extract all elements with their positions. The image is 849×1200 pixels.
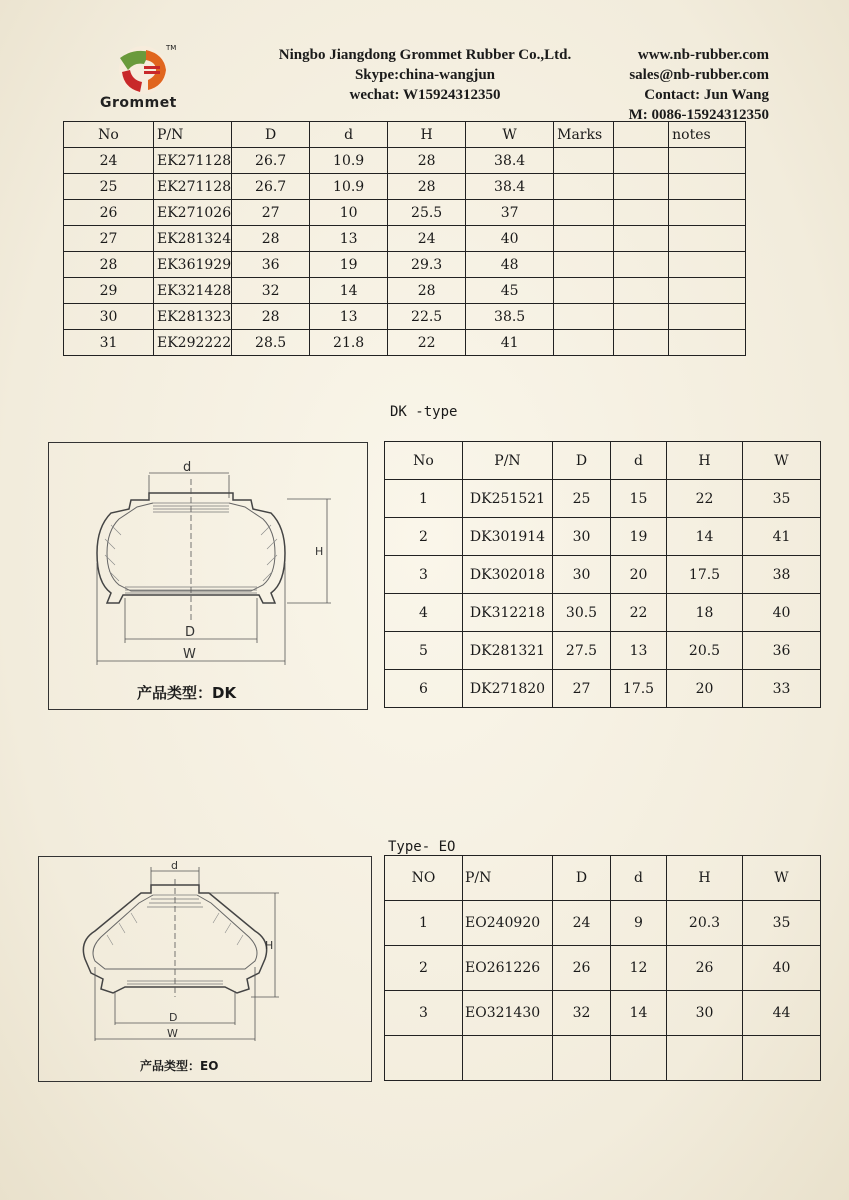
table-cell: 26.7 [232, 148, 310, 174]
table-cell: 13 [310, 226, 388, 252]
table-cell: EK271026 [154, 200, 232, 226]
table-cell: 24 [64, 148, 154, 174]
table-cell: 27 [232, 200, 310, 226]
table-cell: 32 [232, 278, 310, 304]
table-cell [669, 148, 746, 174]
table-row [385, 670, 821, 708]
header-cell: d [611, 442, 667, 480]
table-cell: 26 [667, 946, 743, 991]
table-cell [669, 304, 746, 330]
table-cell: 40 [466, 226, 554, 252]
table-row [385, 946, 821, 991]
table-cell: 17.5 [667, 556, 743, 594]
table-cell: 33 [743, 670, 821, 708]
table-cell: 13 [611, 632, 667, 670]
table-cell: 5 [385, 632, 463, 670]
table-cell [554, 304, 614, 330]
header-cell: H [667, 856, 743, 901]
table-cell: 14 [611, 991, 667, 1036]
table-cell: EK321428 [154, 278, 232, 304]
dim-label-w: W [183, 647, 196, 662]
table-row [385, 901, 821, 946]
table-cell: 2 [385, 518, 463, 556]
table-cell: 24 [553, 901, 611, 946]
trademark-mark: TM [166, 44, 177, 52]
dim-label-d-outer: D [185, 625, 196, 640]
table-cell: 38.4 [466, 174, 554, 200]
table-cell: 27 [553, 670, 611, 708]
header-cell: H [388, 122, 466, 148]
ek-spec-table [63, 121, 746, 356]
table-cell: 30 [553, 556, 611, 594]
eo-table-body [385, 901, 821, 1081]
table-header-row [385, 856, 821, 901]
header-company-info [250, 45, 600, 105]
table-cell [614, 252, 669, 278]
table-cell: 12 [611, 946, 667, 991]
table-cell [463, 1036, 553, 1081]
table-cell [669, 252, 746, 278]
table-cell: 1 [385, 480, 463, 518]
header-contact-info [600, 45, 769, 125]
table-cell: 20 [611, 556, 667, 594]
table-row [64, 304, 746, 330]
table-cell: 4 [385, 594, 463, 632]
header-cell: P/N [154, 122, 232, 148]
table-cell [669, 278, 746, 304]
table-cell [611, 1036, 667, 1081]
table-cell: 32 [553, 991, 611, 1036]
table-cell: 19 [611, 518, 667, 556]
header-cell: Marks [554, 122, 614, 148]
table-cell [669, 226, 746, 252]
table-cell: 25.5 [388, 200, 466, 226]
table-cell: DK281321 [463, 632, 553, 670]
table-row [385, 991, 821, 1036]
mobile-number: M: 0086-15924312350 [628, 107, 769, 123]
eo-type-caption: Type- EO [388, 839, 456, 855]
table-cell: 30 [667, 991, 743, 1036]
table-row [385, 1036, 821, 1081]
header-cell: W [743, 442, 821, 480]
ek-table-body [64, 148, 746, 356]
table-cell: 48 [466, 252, 554, 278]
eo-spec-table [384, 855, 821, 1081]
table-cell: 25 [64, 174, 154, 200]
table-cell: 31 [64, 330, 154, 356]
table-cell [669, 174, 746, 200]
header-cell: W [466, 122, 554, 148]
header-cell: d [310, 122, 388, 148]
table-row [64, 278, 746, 304]
eo-product-label: 产品类型：EO [140, 1059, 219, 1073]
table-cell: 28.5 [232, 330, 310, 356]
table-cell: DK301914 [463, 518, 553, 556]
table-cell: 1 [385, 901, 463, 946]
table-cell: 40 [743, 946, 821, 991]
header-cell: D [553, 442, 611, 480]
table-cell [614, 330, 669, 356]
table-row [385, 480, 821, 518]
table-cell: 28 [388, 148, 466, 174]
table-cell: 20.3 [667, 901, 743, 946]
table-cell: 15 [611, 480, 667, 518]
dim-label-d: d [183, 460, 192, 475]
table-cell [743, 1036, 821, 1081]
table-cell: 26 [64, 200, 154, 226]
contact-name: Contact: Jun Wang [644, 87, 769, 103]
table-cell [554, 278, 614, 304]
table-cell: 36 [232, 252, 310, 278]
table-cell: 26 [553, 946, 611, 991]
table-cell: DK271820 [463, 670, 553, 708]
table-cell: 22 [388, 330, 466, 356]
table-cell [669, 330, 746, 356]
header-cell: notes [669, 122, 746, 148]
table-cell [385, 1036, 463, 1081]
dim-label-w: W [167, 1027, 178, 1040]
table-cell [614, 174, 669, 200]
table-cell: 14 [310, 278, 388, 304]
table-cell: EK292222 [154, 330, 232, 356]
table-cell: 35 [743, 901, 821, 946]
table-cell: 20.5 [667, 632, 743, 670]
table-cell: 38 [743, 556, 821, 594]
table-cell [614, 200, 669, 226]
table-cell [614, 148, 669, 174]
table-row [385, 632, 821, 670]
table-row [64, 330, 746, 356]
header-cell: P/N [463, 442, 553, 480]
table-row [64, 174, 746, 200]
table-cell [614, 304, 669, 330]
table-cell: 14 [667, 518, 743, 556]
dim-label-h: H [315, 545, 324, 558]
table-cell: 13 [310, 304, 388, 330]
table-cell: EK361929 [154, 252, 232, 278]
table-cell: EO261226 [463, 946, 553, 991]
table-cell: EO321430 [463, 991, 553, 1036]
table-cell: 37 [466, 200, 554, 226]
table-cell [554, 174, 614, 200]
header-cell: D [232, 122, 310, 148]
table-cell: 27.5 [553, 632, 611, 670]
table-cell: 26.7 [232, 174, 310, 200]
table-cell: EK281324 [154, 226, 232, 252]
table-cell [669, 200, 746, 226]
dim-label-h: H [265, 939, 274, 952]
eo-boot-drawing [39, 857, 371, 1081]
table-cell: 38.5 [466, 304, 554, 330]
eo-drawing-panel [38, 856, 372, 1082]
table-row [385, 594, 821, 632]
table-cell: 28 [64, 252, 154, 278]
table-cell: 28 [232, 226, 310, 252]
header-cell [614, 122, 669, 148]
table-row [64, 148, 746, 174]
dk-table-body [385, 480, 821, 708]
table-cell: 18 [667, 594, 743, 632]
email-link[interactable]: sales@nb-rubber.com [629, 67, 769, 83]
dk-boot-drawing [49, 443, 367, 709]
table-cell: DK251521 [463, 480, 553, 518]
table-row [64, 226, 746, 252]
table-cell: 6 [385, 670, 463, 708]
table-cell [614, 226, 669, 252]
table-cell: 30.5 [553, 594, 611, 632]
table-cell: 30 [64, 304, 154, 330]
table-cell: DK302018 [463, 556, 553, 594]
table-cell: 35 [743, 480, 821, 518]
table-row [64, 200, 746, 226]
header-cell: d [611, 856, 667, 901]
skype-id: Skype:china-wangjun [354, 67, 496, 83]
table-cell: 36 [743, 632, 821, 670]
table-cell: 28 [388, 278, 466, 304]
table-cell: 24 [388, 226, 466, 252]
dk-drawing-panel [48, 442, 368, 710]
table-cell: 41 [466, 330, 554, 356]
dim-label-d-outer: D [169, 1011, 178, 1024]
table-cell: DK312218 [463, 594, 553, 632]
table-cell: 10.9 [310, 174, 388, 200]
table-cell: 44 [743, 991, 821, 1036]
table-cell: 17.5 [611, 670, 667, 708]
table-cell: 3 [385, 556, 463, 594]
table-cell: 41 [743, 518, 821, 556]
table-cell: 29 [64, 278, 154, 304]
table-header-row [64, 122, 746, 148]
header-cell: NO [385, 856, 463, 901]
company-name: Ningbo Jiangdong Grommet Rubber Co.,Ltd. [278, 47, 572, 63]
table-cell: 10.9 [310, 148, 388, 174]
table-cell: 27 [64, 226, 154, 252]
table-cell: EK281323 [154, 304, 232, 330]
table-cell: 25 [553, 480, 611, 518]
header-cell: H [667, 442, 743, 480]
table-row [385, 518, 821, 556]
table-cell [554, 252, 614, 278]
header-cell: P/N [463, 856, 553, 901]
table-cell: 19 [310, 252, 388, 278]
table-cell: 28 [232, 304, 310, 330]
table-cell [614, 278, 669, 304]
table-cell: 22.5 [388, 304, 466, 330]
website-link[interactable]: www.nb-rubber.com [637, 47, 769, 63]
table-cell: 30 [553, 518, 611, 556]
table-cell: 10 [310, 200, 388, 226]
table-cell: 28 [388, 174, 466, 200]
table-header-row [385, 442, 821, 480]
table-cell: EK271128 [154, 148, 232, 174]
table-row [385, 556, 821, 594]
table-cell: 2 [385, 946, 463, 991]
logo-text: Grommet [100, 95, 177, 111]
dk-spec-table [384, 441, 821, 708]
table-cell: 22 [667, 480, 743, 518]
header-cell: No [64, 122, 154, 148]
table-row [64, 252, 746, 278]
table-cell [667, 1036, 743, 1081]
table-cell: 40 [743, 594, 821, 632]
header-cell: W [743, 856, 821, 901]
table-cell: 29.3 [388, 252, 466, 278]
wechat-id: wechat: W15924312350 [349, 87, 501, 103]
table-cell: 3 [385, 991, 463, 1036]
table-cell: 22 [611, 594, 667, 632]
table-cell: EO240920 [463, 901, 553, 946]
table-cell: EK271128 [154, 174, 232, 200]
table-cell [554, 330, 614, 356]
table-cell: 21.8 [310, 330, 388, 356]
table-cell [553, 1036, 611, 1081]
dim-label-d: d [171, 859, 178, 872]
table-cell: 45 [466, 278, 554, 304]
header-cell: No [385, 442, 463, 480]
dk-product-label: 产品类型：DK [137, 684, 237, 702]
table-cell [554, 200, 614, 226]
table-cell: 20 [667, 670, 743, 708]
table-cell [554, 148, 614, 174]
header-cell: D [553, 856, 611, 901]
table-cell: 38.4 [466, 148, 554, 174]
table-cell [554, 226, 614, 252]
table-cell: 9 [611, 901, 667, 946]
dk-type-caption: DK -type [390, 404, 458, 420]
